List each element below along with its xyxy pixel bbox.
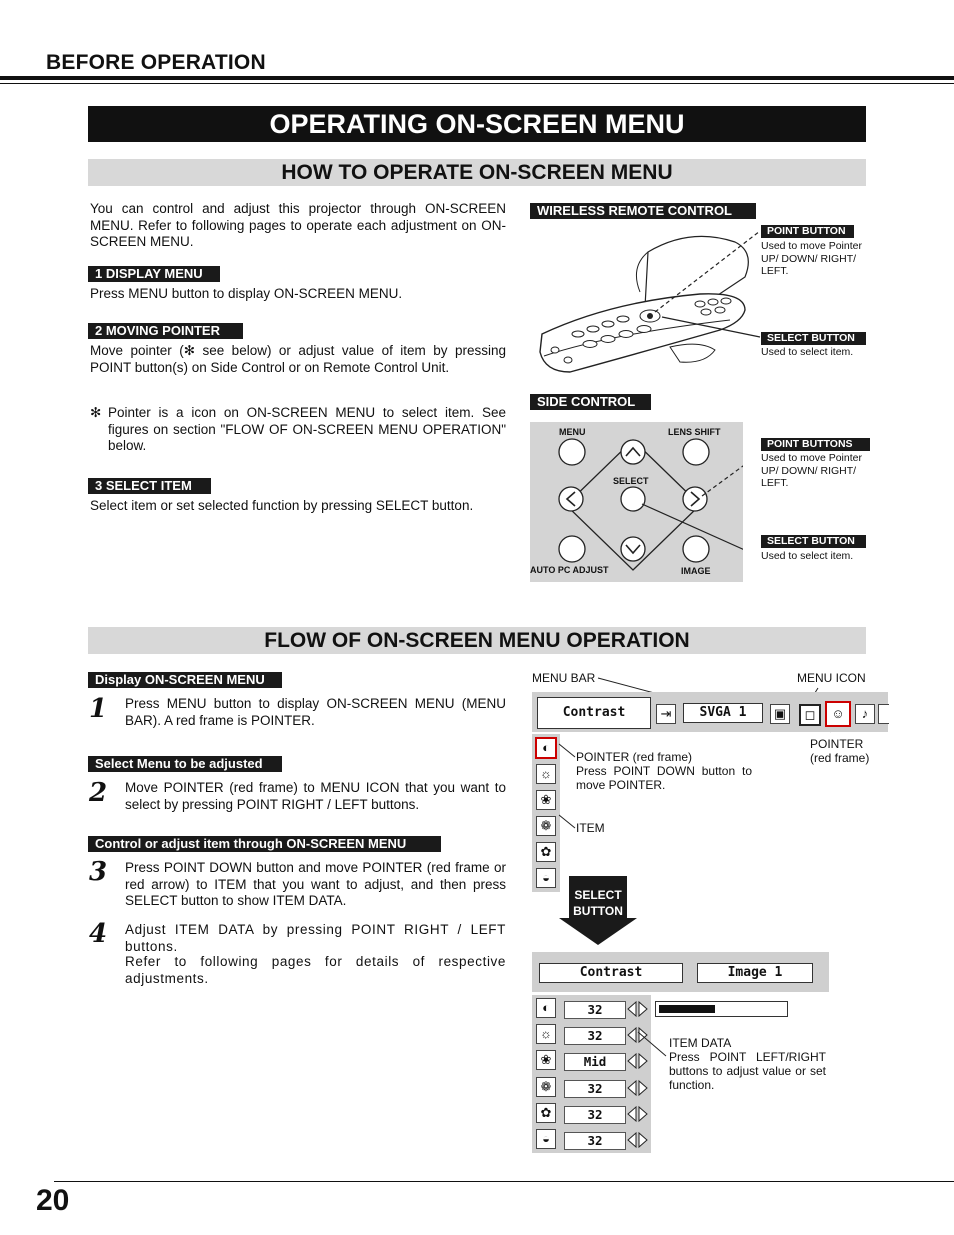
item-data-title: ITEM DATA xyxy=(669,1036,732,1050)
remote-illustration xyxy=(530,222,762,382)
value-slider-fill xyxy=(659,1005,715,1013)
header-rule-thin xyxy=(0,83,954,84)
sharpness-icon: ✿ xyxy=(536,842,556,862)
flow-step-3-text: Press POINT DOWN button and move POINTER (red frame or red arrow) to ITEM that you want to adjust, and then press SELECT button to show ITEM DATA. xyxy=(125,860,506,908)
screen-icon: ▣ xyxy=(770,704,790,724)
menu-bar-2-image-box: Image 1 xyxy=(697,963,813,983)
flow-tag-1: Display ON-SCREEN MENU xyxy=(88,672,282,688)
gamma-icon: ◒ xyxy=(536,868,556,888)
side-point-text: Used to move Pointer UP/ DOWN/ RIGHT/ LEFT. xyxy=(761,452,862,489)
side-select-label: SELECT xyxy=(613,476,649,486)
side-point-tag: POINT BUTTONS xyxy=(761,438,870,451)
value-box: 32 xyxy=(564,1001,626,1019)
gamma-icon-2: ◒ xyxy=(536,1129,556,1149)
note-mark: ✻ xyxy=(90,405,102,420)
side-lens-shift-label: LENS SHIFT xyxy=(668,427,721,437)
flow-step-4-text-a: Adjust ITEM DATA by pressing POINT RIGHT / LEFT buttons. xyxy=(125,922,506,954)
side-image-label: IMAGE xyxy=(681,566,711,576)
setting-icon xyxy=(878,704,889,724)
header-rule xyxy=(0,76,954,80)
value-box: 32 xyxy=(564,1132,626,1150)
sound-icon: ♪ xyxy=(855,704,875,724)
menu-bar-label: MENU BAR xyxy=(532,671,596,685)
page-number: 20 xyxy=(36,1184,70,1217)
contrast-icon-2: ◐ xyxy=(536,998,556,1018)
step2-text: Move pointer (✻ see below) or adjust value of item by pressing POINT button(s) on Side Control or on Remote Control Unit. xyxy=(90,343,506,375)
side-select-tag: SELECT BUTTON xyxy=(761,535,866,548)
page-title: OPERATING ON-SCREEN MENU xyxy=(88,106,866,142)
menu-icon-label: MENU ICON xyxy=(797,671,866,685)
brightness-icon-2: ☼ xyxy=(536,1024,556,1044)
flow-heading: FLOW OF ON-SCREEN MENU OPERATION xyxy=(88,627,866,654)
step1-text: Press MENU button to display ON-SCREEN MENU. xyxy=(90,286,403,301)
flow-step-4-text-b: Refer to following pages for details of respective adjustments. xyxy=(125,954,506,986)
section-heading: BEFORE OPERATION xyxy=(46,51,266,74)
side-control-tag: SIDE CONTROL xyxy=(530,394,651,410)
sharpness-icon-2: ✿ xyxy=(536,1103,556,1123)
color-temp-icon: ❀ xyxy=(536,790,556,810)
remote-point-tag: POINT BUTTON xyxy=(761,225,854,238)
pointer-left-desc: Press POINT DOWN button to move POINTER. xyxy=(576,764,752,792)
select-button-label: SELECT BUTTON xyxy=(573,888,623,918)
how-to-heading: HOW TO OPERATE ON-SCREEN MENU xyxy=(88,159,866,186)
remote-tag: WIRELESS REMOTE CONTROL xyxy=(530,203,756,219)
flow-step-1-text: Press MENU button to display ON-SCREEN MENU (MENU BAR). A red frame is POINTER. xyxy=(125,696,506,728)
item-data-desc: Press POINT LEFT/RIGHT buttons to adjust value or set function. xyxy=(669,1050,826,1092)
menu-bar-2-contrast-box: Contrast xyxy=(539,963,683,983)
image-icon: ◻ xyxy=(799,704,821,726)
intro-text: You can control and adjust this projector through ON-SCREEN MENU. Refer to following pages to operate each adjustment on ON-SCREEN MENU. xyxy=(90,201,506,249)
value-box: Mid xyxy=(564,1053,626,1071)
step3-text: Select item or set selected function by pressing SELECT button. xyxy=(90,498,474,513)
white-balance-icon: ❁ xyxy=(536,816,556,836)
brightness-icon: ☼ xyxy=(536,764,556,784)
flow-tag-2: Select Menu to be adjusted xyxy=(88,756,282,772)
flow-step-2-text: Move POINTER (red frame) to MENU ICON that you want to select by pressing POINT RIGHT / LEFT buttons. xyxy=(125,780,506,812)
note-text: Pointer is a icon on ON-SCREEN MENU to select item. See figures on section "FLOW OF ON-SCREEN MENU OPERATION" below. xyxy=(108,405,506,453)
pointer-right-label: POINTER (red frame) xyxy=(810,737,870,765)
value-box: 32 xyxy=(564,1027,626,1045)
step1-tag: 1 DISPLAY MENU xyxy=(88,266,220,282)
footer-rule xyxy=(54,1181,954,1182)
left-right-arrows xyxy=(627,1000,649,1152)
color-adjust-icon: ☺ xyxy=(825,701,851,727)
flow-step-1-number: 1 xyxy=(89,694,108,724)
side-auto-pc-label: AUTO PC ADJUST xyxy=(530,565,609,575)
step2-tag: 2 MOVING POINTER xyxy=(88,323,243,339)
flow-step-4-number: 4 xyxy=(89,919,108,949)
side-control-diagram xyxy=(530,422,743,582)
menu-bar-svga-box: SVGA 1 xyxy=(683,703,763,723)
pointer-left-title: POINTER (red frame) xyxy=(576,750,693,764)
remote-select-text: Used to select item. xyxy=(761,346,854,358)
color-temp-icon-2: ❀ xyxy=(536,1050,556,1070)
flow-step-2-number: 2 xyxy=(89,778,108,808)
step3-tag: 3 SELECT ITEM xyxy=(88,478,211,494)
remote-select-tag: SELECT BUTTON xyxy=(761,332,866,345)
contrast-icon: ◐ xyxy=(535,737,557,759)
item-label: ITEM xyxy=(576,821,605,835)
input-icon: ⇥ xyxy=(656,704,676,724)
side-menu-label: MENU xyxy=(559,427,586,437)
value-slider xyxy=(655,1001,788,1017)
flow-tag-3: Control or adjust item through ON-SCREEN MENU xyxy=(88,836,441,852)
white-balance-icon-2: ❁ xyxy=(536,1077,556,1097)
flow-step-3-number: 3 xyxy=(89,857,108,887)
menu-bar-contrast-box: Contrast xyxy=(537,697,651,729)
remote-point-text: Used to move Pointer UP/ DOWN/ RIGHT/ LEFT. xyxy=(761,240,862,277)
value-box: 32 xyxy=(564,1080,626,1098)
side-select-text: Used to select item. xyxy=(761,550,854,562)
value-box: 32 xyxy=(564,1106,626,1124)
